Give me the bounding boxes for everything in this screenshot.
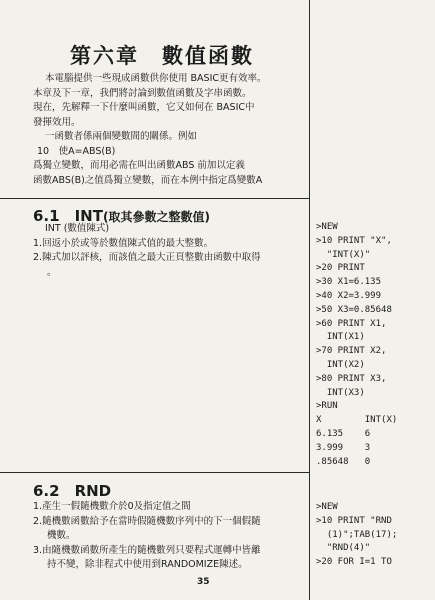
list-item-continuation: 持不變，除非程式中使用到RANDOMIZE陳述。: [47, 559, 248, 570]
intro-line: 爲獨立變數，而用必需在叫出函數ABS 前加以定義: [33, 160, 245, 171]
section-title: 6.1 INT: [33, 207, 103, 225]
section-title: 6.2 RND: [33, 482, 112, 500]
section-rule: [0, 198, 310, 199]
code-line: >10 PRINT "X",: [316, 235, 392, 246]
code-line: >20 PRINT: [316, 263, 365, 274]
code-line: >10 PRINT "RND: [316, 515, 392, 526]
list-item: 1.產生一假隨機數介於0及指定值之間: [33, 501, 191, 512]
syntax-line: INT (數值陳式): [45, 223, 110, 234]
code-line: INT(X1): [316, 332, 365, 343]
list-item: 1.回返小於或等於數值陳式值的最大整數。: [33, 237, 214, 249]
section-rule: [0, 472, 310, 473]
code-line: >NEW: [316, 222, 338, 232]
code-line: >NEW: [316, 502, 338, 512]
code-line: >40 X2=3.999: [316, 290, 382, 301]
intro-line: 本電腦提供一些現成函數供你使用 BASIC更有效率。: [45, 73, 267, 84]
intro-line: 一函數者係兩個變數間的關係。例如: [45, 131, 198, 142]
column-divider: [309, 0, 310, 600]
code-line: >30 X1=6.135: [316, 277, 382, 288]
code-line: .85648 0: [316, 456, 371, 467]
intro-line: 函數ABS(B)之值爲獨立變數，而在本例中指定爲變數A: [33, 174, 263, 186]
list-item-continuation: 機數。: [47, 530, 76, 541]
code-line: >50 X3=0.85648: [316, 304, 392, 315]
code-listing-int: [316, 221, 432, 469]
code-line: 6.135 6: [316, 428, 371, 439]
code-listing-rnd: [316, 501, 432, 570]
intro-example: 10 使A=ABS(B): [37, 145, 116, 157]
code-line: "INT(X)": [316, 249, 371, 260]
intro-line: 本章及下一章，我們將討論到數值函數及字串函數。: [33, 87, 252, 99]
intro-paragraph: [33, 72, 305, 188]
list-item-continuation: 。: [47, 266, 57, 278]
section-rnd-body: [33, 500, 305, 573]
code-line: (1)";TAB(17);: [316, 529, 398, 540]
chapter-title: 第六章 數值函數: [70, 44, 254, 68]
list-item: 3.由隨機數函數所產生的隨機數列只要程式運轉中皆離: [33, 544, 261, 556]
list-item: 2.隨機數函數給予在當時假隨機數序列中的下一個假隨: [33, 515, 261, 527]
code-line: >RUN: [316, 401, 338, 412]
code-line: X INT(X): [316, 415, 398, 426]
code-line: >20 FOR I=1 TO: [316, 557, 392, 568]
section-int-body: [33, 222, 305, 280]
code-line: >70 PRINT X2,: [316, 346, 387, 357]
page-number: 35: [197, 577, 210, 587]
code-line: INT(X3): [316, 387, 365, 398]
section-heading-rnd: [33, 480, 111, 501]
intro-line: 發揮效用。: [33, 116, 81, 128]
code-line: "RND(4)": [316, 543, 371, 554]
intro-line: 現在，先解釋一下什麼叫函數，它又如何在 BASIC中: [33, 102, 255, 113]
code-line: >80 PRINT X3,: [316, 373, 387, 384]
section-subtitle: (取其參數之整數值): [102, 210, 210, 224]
code-line: >60 PRINT X1,: [316, 318, 387, 329]
list-item: 2.陳式加以評核，而該值之最大正頁整數由函數中取得: [33, 252, 261, 263]
code-line: INT(X2): [316, 359, 365, 370]
code-line: 3.999 3: [316, 442, 371, 453]
